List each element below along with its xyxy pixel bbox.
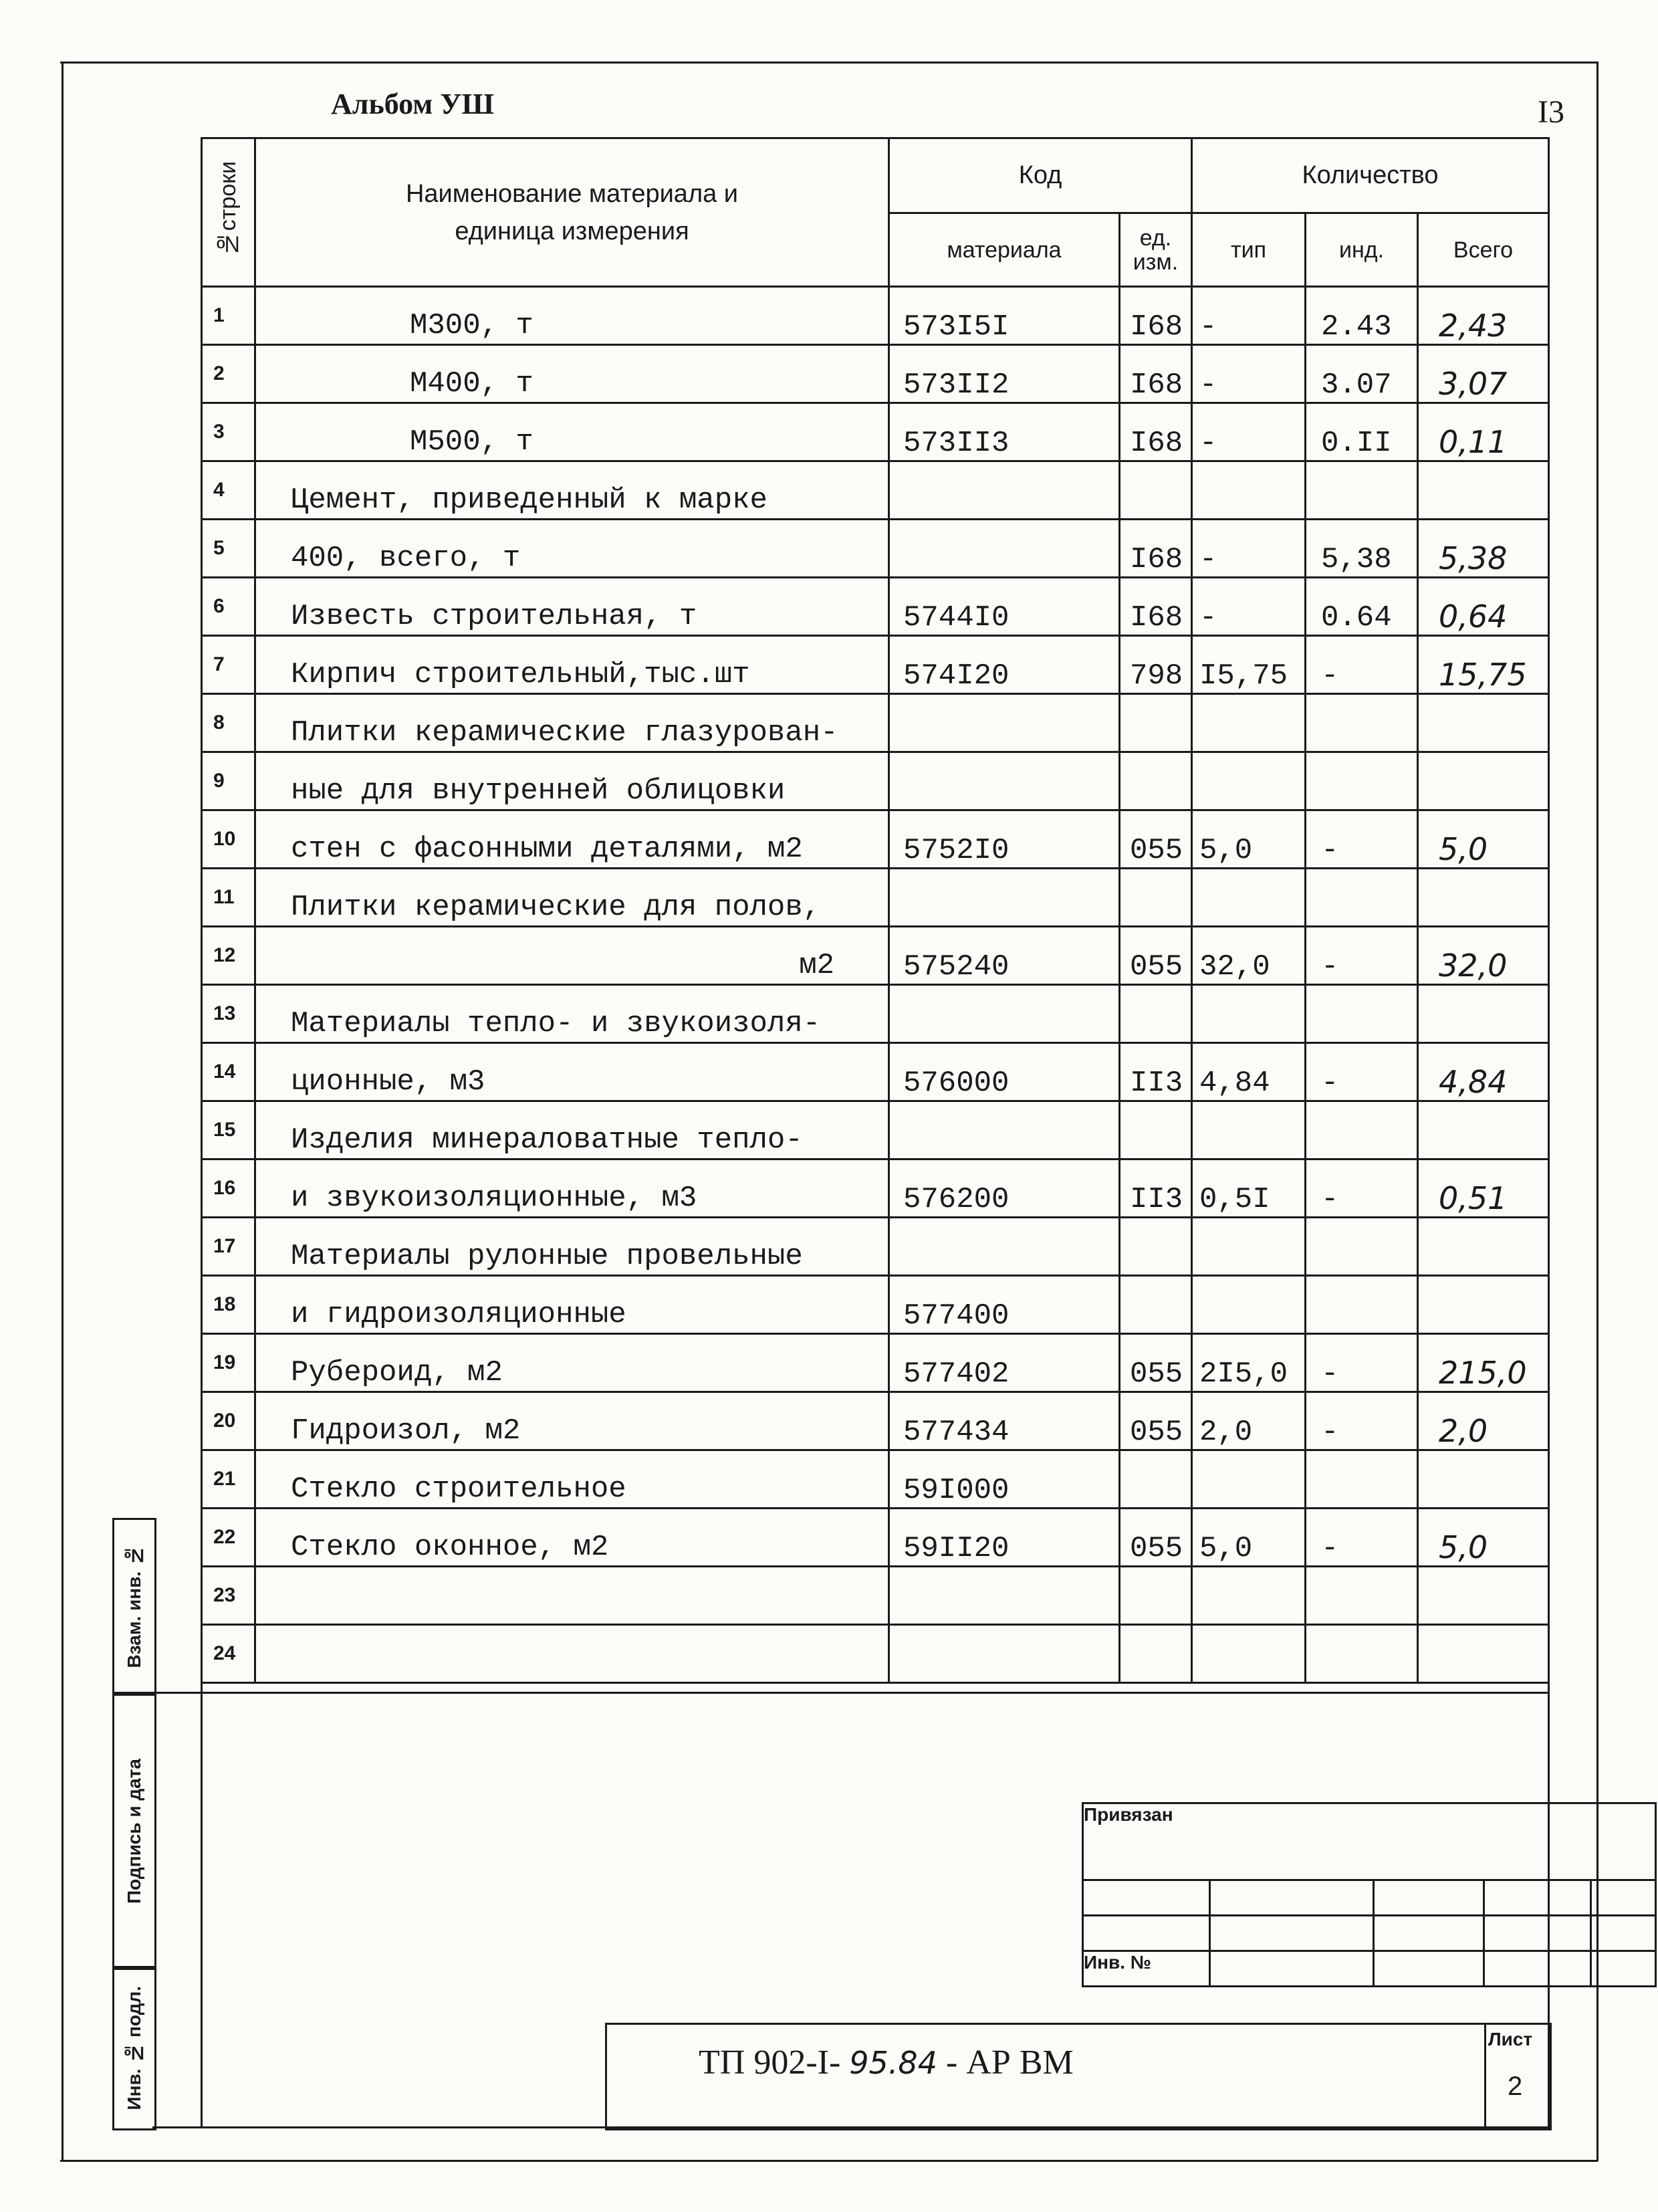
material-code: 59I000 bbox=[889, 1450, 1120, 1509]
qty-total: 5,0 bbox=[1418, 810, 1549, 869]
material-code bbox=[889, 1567, 1120, 1625]
row-number: 22 bbox=[202, 1509, 255, 1567]
stamp-sign: Подпись и дата bbox=[112, 1692, 156, 1970]
table-row bbox=[202, 1392, 1549, 1450]
unit-code bbox=[1120, 1101, 1192, 1159]
material-name: и звукоизоляционные, м3 bbox=[255, 1159, 889, 1218]
unit-code: I68 bbox=[1120, 578, 1192, 636]
table-row bbox=[202, 1450, 1549, 1509]
qty-total bbox=[1418, 869, 1549, 927]
qty-ind: 0.64 bbox=[1306, 578, 1418, 636]
qty-type: I5,75 bbox=[1192, 636, 1306, 694]
qty-ind: 2.43 bbox=[1306, 287, 1418, 345]
table-row bbox=[202, 1218, 1549, 1276]
row-number: 15 bbox=[202, 1101, 255, 1159]
material-name: Материалы тепло- и звукоизоля- bbox=[255, 985, 889, 1043]
qty-type: - bbox=[1192, 287, 1306, 345]
material-name: М400, т bbox=[255, 345, 889, 403]
row-number: 19 bbox=[202, 1334, 255, 1392]
row-number: 10 bbox=[202, 810, 255, 869]
qty-type: - bbox=[1192, 578, 1306, 636]
table-row bbox=[202, 461, 1549, 520]
unit-code: 055 bbox=[1120, 810, 1192, 869]
material-name: ные для внутренней облицовки bbox=[255, 752, 889, 810]
qty-ind: - bbox=[1306, 1334, 1418, 1392]
stamp-top-line bbox=[152, 1692, 1550, 1694]
qty-type: - bbox=[1192, 403, 1306, 461]
row-number: 21 bbox=[202, 1450, 255, 1509]
qty-type: - bbox=[1192, 520, 1306, 578]
binding-inv-label: Инв. № bbox=[1083, 1951, 1210, 1987]
qty-ind: 0.II bbox=[1306, 403, 1418, 461]
qty-total bbox=[1418, 985, 1549, 1043]
qty-total: 2,43 bbox=[1418, 287, 1549, 345]
qty-total: 32,0 bbox=[1418, 927, 1549, 985]
table-row bbox=[202, 1043, 1549, 1101]
unit-code: I68 bbox=[1120, 345, 1192, 403]
unit-code bbox=[1120, 985, 1192, 1043]
material-name: стен с фасонными деталями, м2 bbox=[255, 810, 889, 869]
qty-total: 3,07 bbox=[1418, 345, 1549, 403]
qty-ind: 5,38 bbox=[1306, 520, 1418, 578]
stamp-vzam: Взам. инв. № bbox=[112, 1518, 156, 1696]
qty-ind: - bbox=[1306, 927, 1418, 985]
qty-total: 5,38 bbox=[1418, 520, 1549, 578]
qty-total bbox=[1418, 1276, 1549, 1334]
material-code: 576200 bbox=[889, 1159, 1120, 1218]
qty-ind bbox=[1306, 694, 1418, 752]
material-name: Изделия минераловатные тепло- bbox=[255, 1101, 889, 1159]
material-name: М300, т bbox=[255, 287, 889, 345]
row-number: 3 bbox=[202, 403, 255, 461]
material-code: 574I20 bbox=[889, 636, 1120, 694]
qty-total: 0,11 bbox=[1418, 403, 1549, 461]
header-code-group: Код bbox=[889, 138, 1192, 213]
header-qty-type: тип bbox=[1192, 213, 1306, 287]
table-row bbox=[202, 520, 1549, 578]
table-row bbox=[202, 985, 1549, 1043]
row-number: 7 bbox=[202, 636, 255, 694]
qty-ind bbox=[1306, 752, 1418, 810]
qty-type bbox=[1192, 1450, 1306, 1509]
binding-block bbox=[1082, 1802, 1657, 1987]
materials-table bbox=[201, 137, 1550, 1684]
material-name: 400, всего, т bbox=[255, 520, 889, 578]
qty-total: 2,0 bbox=[1418, 1392, 1549, 1450]
unit-code: 798 bbox=[1120, 636, 1192, 694]
material-name: Стекло оконное, м2 bbox=[255, 1509, 889, 1567]
header-row-no: №строки bbox=[202, 138, 255, 287]
binding-label: Привязан bbox=[1083, 1803, 1656, 1880]
sheet-value: 2 bbox=[1508, 2072, 1523, 2101]
material-code: 5752I0 bbox=[889, 810, 1120, 869]
unit-code: I68 bbox=[1120, 403, 1192, 461]
material-code: 573I5I bbox=[889, 287, 1120, 345]
unit-code bbox=[1120, 1218, 1192, 1276]
sheet-label: Лист bbox=[1488, 2029, 1533, 2050]
material-code: 573II2 bbox=[889, 345, 1120, 403]
qty-total bbox=[1418, 1218, 1549, 1276]
material-code: 577402 bbox=[889, 1334, 1120, 1392]
qty-type: 32,0 bbox=[1192, 927, 1306, 985]
qty-type bbox=[1192, 1276, 1306, 1334]
unit-code: II3 bbox=[1120, 1159, 1192, 1218]
unit-code: 055 bbox=[1120, 1334, 1192, 1392]
qty-ind: - bbox=[1306, 1043, 1418, 1101]
material-code: 577434 bbox=[889, 1392, 1120, 1450]
table-row bbox=[202, 287, 1549, 345]
material-name: Рубероид, м2 bbox=[255, 1334, 889, 1392]
unit-code bbox=[1120, 1567, 1192, 1625]
qty-total: 15,75 bbox=[1418, 636, 1549, 694]
qty-ind bbox=[1306, 985, 1418, 1043]
material-name: ционные, м3 bbox=[255, 1043, 889, 1101]
qty-total bbox=[1418, 1450, 1549, 1509]
qty-ind bbox=[1306, 1625, 1418, 1683]
qty-type: 5,0 bbox=[1192, 810, 1306, 869]
material-code bbox=[889, 461, 1120, 520]
qty-ind bbox=[1306, 1567, 1418, 1625]
table-row bbox=[202, 694, 1549, 752]
qty-type bbox=[1192, 694, 1306, 752]
unit-code: 055 bbox=[1120, 1509, 1192, 1567]
material-code bbox=[889, 1218, 1120, 1276]
header-qty-group: Количество bbox=[1192, 138, 1549, 213]
material-code bbox=[889, 520, 1120, 578]
row-number: 4 bbox=[202, 461, 255, 520]
qty-total: 4,84 bbox=[1418, 1043, 1549, 1101]
material-name bbox=[255, 1567, 889, 1625]
table-row bbox=[202, 810, 1549, 869]
row-number: 2 bbox=[202, 345, 255, 403]
row-number: 18 bbox=[202, 1276, 255, 1334]
unit-code: I68 bbox=[1120, 287, 1192, 345]
qty-ind bbox=[1306, 1218, 1418, 1276]
row-number: 14 bbox=[202, 1043, 255, 1101]
album-title: Альбом УШ bbox=[331, 88, 494, 120]
qty-total: 0,51 bbox=[1418, 1159, 1549, 1218]
material-code bbox=[889, 1625, 1120, 1683]
header-code-unit: ед. изм. bbox=[1120, 213, 1192, 287]
qty-ind bbox=[1306, 1450, 1418, 1509]
sheet-number: I3 bbox=[1538, 94, 1564, 130]
table-row bbox=[202, 403, 1549, 461]
qty-type bbox=[1192, 1625, 1306, 1683]
qty-type bbox=[1192, 752, 1306, 810]
qty-type: - bbox=[1192, 345, 1306, 403]
qty-ind: - bbox=[1306, 810, 1418, 869]
document-code: ТП 902-I- 95.84 - АР ВМ bbox=[699, 2043, 1074, 2082]
frame-left bbox=[62, 62, 64, 2161]
qty-total bbox=[1418, 1101, 1549, 1159]
unit-code bbox=[1120, 461, 1192, 520]
qty-ind: - bbox=[1306, 1159, 1418, 1218]
qty-ind: - bbox=[1306, 1392, 1418, 1450]
header-qty-total: Всего bbox=[1418, 213, 1549, 287]
row-number: 16 bbox=[202, 1159, 255, 1218]
header-qty-ind: инд. bbox=[1306, 213, 1418, 287]
qty-type: 2I5,0 bbox=[1192, 1334, 1306, 1392]
material-name: Стекло строительное bbox=[255, 1450, 889, 1509]
row-number: 9 bbox=[202, 752, 255, 810]
material-code bbox=[889, 985, 1120, 1043]
material-name: м2 bbox=[255, 927, 889, 985]
qty-total bbox=[1418, 694, 1549, 752]
material-code: 576000 bbox=[889, 1043, 1120, 1101]
qty-type: 0,5I bbox=[1192, 1159, 1306, 1218]
unit-code: I68 bbox=[1120, 520, 1192, 578]
material-name: М500, т bbox=[255, 403, 889, 461]
material-code: 59II20 bbox=[889, 1509, 1120, 1567]
table-row bbox=[202, 1276, 1549, 1334]
table-row bbox=[202, 345, 1549, 403]
unit-code bbox=[1120, 869, 1192, 927]
qty-total bbox=[1418, 461, 1549, 520]
material-code bbox=[889, 752, 1120, 810]
row-number: 11 bbox=[202, 869, 255, 927]
material-name: Гидроизол, м2 bbox=[255, 1392, 889, 1450]
material-code: 573II3 bbox=[889, 403, 1120, 461]
row-number: 12 bbox=[202, 927, 255, 985]
frame-bottom bbox=[60, 2160, 1598, 2162]
qty-type bbox=[1192, 1567, 1306, 1625]
qty-ind bbox=[1306, 1276, 1418, 1334]
table-row bbox=[202, 927, 1549, 985]
table-row bbox=[202, 752, 1549, 810]
table-row bbox=[202, 636, 1549, 694]
qty-total bbox=[1418, 752, 1549, 810]
material-code: 575240 bbox=[889, 927, 1120, 985]
row-number: 24 bbox=[202, 1625, 255, 1683]
material-name: Кирпич строительный,тыс.шт bbox=[255, 636, 889, 694]
row-number: 20 bbox=[202, 1392, 255, 1450]
material-name: Известь строительная, т bbox=[255, 578, 889, 636]
qty-ind: 3.07 bbox=[1306, 345, 1418, 403]
material-code: 577400 bbox=[889, 1276, 1120, 1334]
unit-code bbox=[1120, 1625, 1192, 1683]
table-row bbox=[202, 578, 1549, 636]
qty-ind bbox=[1306, 461, 1418, 520]
qty-ind: - bbox=[1306, 1509, 1418, 1567]
material-name: Материалы рулонные провельные bbox=[255, 1218, 889, 1276]
qty-total: 0,64 bbox=[1418, 578, 1549, 636]
unit-code bbox=[1120, 694, 1192, 752]
table-row bbox=[202, 1625, 1549, 1683]
row-number: 23 bbox=[202, 1567, 255, 1625]
qty-total: 5,0 bbox=[1418, 1509, 1549, 1567]
unit-code bbox=[1120, 752, 1192, 810]
row-number: 17 bbox=[202, 1218, 255, 1276]
table-row bbox=[202, 1334, 1549, 1392]
qty-type bbox=[1192, 1218, 1306, 1276]
material-code bbox=[889, 869, 1120, 927]
material-code bbox=[889, 1101, 1120, 1159]
qty-type: 5,0 bbox=[1192, 1509, 1306, 1567]
table-row bbox=[202, 1101, 1549, 1159]
qty-ind: - bbox=[1306, 636, 1418, 694]
qty-type bbox=[1192, 869, 1306, 927]
qty-total bbox=[1418, 1567, 1549, 1625]
qty-ind bbox=[1306, 869, 1418, 927]
stamp-inv: Инв. № подл. bbox=[112, 1966, 156, 2130]
unit-code: 055 bbox=[1120, 927, 1192, 985]
material-name: Плитки керамические глазурован- bbox=[255, 694, 889, 752]
qty-total bbox=[1418, 1625, 1549, 1683]
table-row bbox=[202, 1567, 1549, 1625]
table-row bbox=[202, 1159, 1549, 1218]
material-code bbox=[889, 694, 1120, 752]
row-number: 8 bbox=[202, 694, 255, 752]
material-name bbox=[255, 1625, 889, 1683]
row-number: 1 bbox=[202, 287, 255, 345]
table-row bbox=[202, 1509, 1549, 1567]
qty-type bbox=[1192, 1101, 1306, 1159]
material-name: Плитки керамические для полов, bbox=[255, 869, 889, 927]
qty-ind bbox=[1306, 1101, 1418, 1159]
header-name: Наименование материала и единица измерения bbox=[255, 138, 889, 287]
unit-code: II3 bbox=[1120, 1043, 1192, 1101]
unit-code: 055 bbox=[1120, 1392, 1192, 1450]
material-name: и гидроизоляционные bbox=[255, 1276, 889, 1334]
qty-type bbox=[1192, 461, 1306, 520]
material-code: 5744I0 bbox=[889, 578, 1120, 636]
header-code-material: материала bbox=[889, 213, 1120, 287]
material-name: Цемент, приведенный к марке bbox=[255, 461, 889, 520]
qty-type: 2,0 bbox=[1192, 1392, 1306, 1450]
qty-type bbox=[1192, 985, 1306, 1043]
table-row bbox=[202, 869, 1549, 927]
table-body bbox=[202, 287, 1549, 1683]
row-number: 5 bbox=[202, 520, 255, 578]
unit-code bbox=[1120, 1450, 1192, 1509]
row-number: 13 bbox=[202, 985, 255, 1043]
qty-total: 215,0 bbox=[1418, 1334, 1549, 1392]
row-number: 6 bbox=[202, 578, 255, 636]
frame-top bbox=[60, 62, 1598, 64]
unit-code bbox=[1120, 1276, 1192, 1334]
qty-type: 4,84 bbox=[1192, 1043, 1306, 1101]
